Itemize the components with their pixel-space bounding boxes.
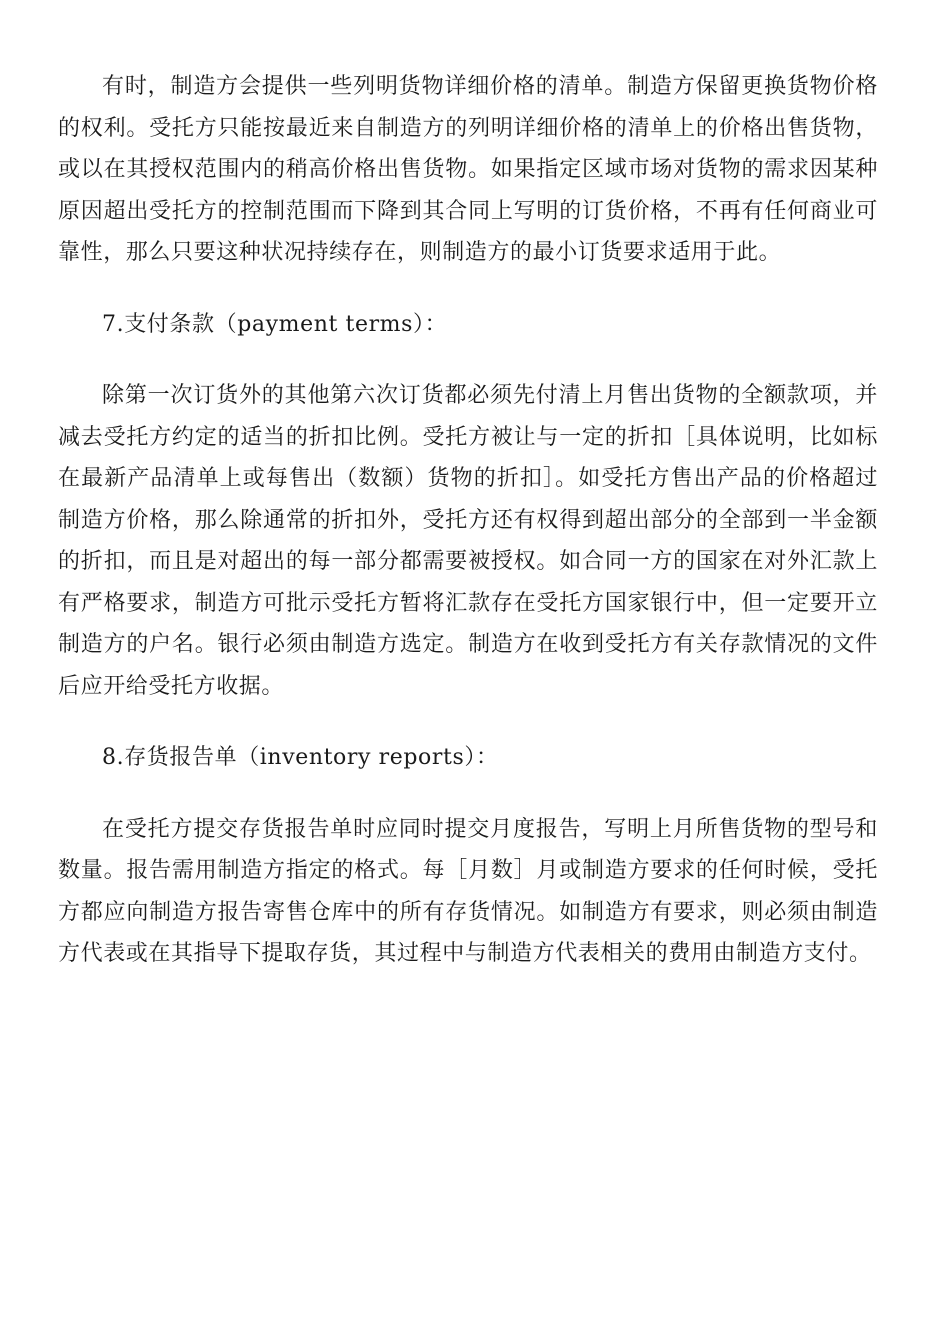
heading-payment-terms: 7.支付条款（payment terms）： — [102, 311, 448, 337]
spacer — [58, 707, 878, 737]
spacer — [58, 345, 878, 375]
heading-inventory-reports: 8.存货报告单（inventory reports）： — [102, 745, 499, 770]
spacer — [58, 779, 878, 809]
paragraph-price-list: 有时，制造方会提供一些列明货物详细价格的清单。制造方保留更换货物价格的权利。受托方只能按最近来自制造方的列明详细价格的清单上的价格出售货物，或以在其授权范围内的稍高价格出售货物。如果指定区域市场对货物的需求因某种原因超出受托方的控制范围而下降到其合同上写明的订货价格，不再有任何商业可靠性，那么只要这种状况持续存在，则制造方的最小订货要求适用于此。 — [58, 74, 878, 265]
paragraph-inventory-reports: 在受托方提交存货报告单时应同时提交月度报告，写明上月所售货物的型号和数量。报告需用制造方指定的格式。每［月数］月或制造方要求的任何时候，受托方都应向制造方报告寄售仓库中的所有存货情况。如制造方有要求，则必须由制造方代表或在其指导下提取存货，其过程中与制造方代表相关的费用由制造方支付。 — [58, 816, 878, 966]
paragraph-payment-terms: 除第一次订货外的其他第六次订货都必须先付清上月售出货物的全额款项，并减去受托方约定的适当的折扣比例。受托方被让与一定的折扣［具体说明，比如标在最新产品清单上或每售出（数额）货物的折扣］。如受托方售出产品的价格超过制造方价格，那么除通常的折扣外，受托方还有权得到超出部分的全部到一半金额的折扣，而且是对超出的每一部分都需要被授权。如合同一方的国家在对外汇款上有严格要求，制造方可批示受托方暂将汇款存在受托方国家银行中，但一定要开立制造方的户名。银行必须由制造方选定。制造方在收到受托方有关存款情况的文件后应开给受托方收据。 — [58, 383, 878, 699]
spacer — [58, 274, 878, 304]
